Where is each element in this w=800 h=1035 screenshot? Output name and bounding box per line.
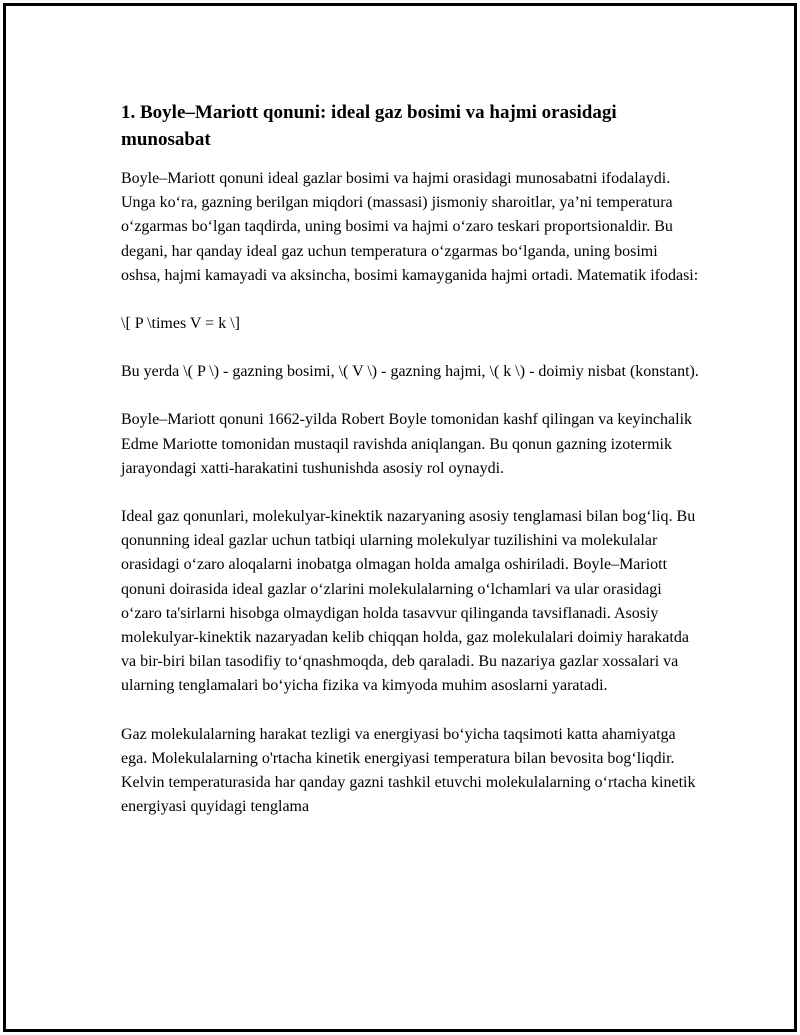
formula-line: \[ P \times V = k \] — [121, 315, 240, 333]
paragraph-kinetic-energy: Gaz molekulalarning harakat tezligi va energiyasi bo‘yicha taqsimoti katta ahamiyatga ega. Molekulalarning o'rtacha kinetik energiyasi temperatura bilan bevosita bog‘liqdir. Kelvin temperaturasida har qanday gazni tashkil etuvchi molekulalarning o‘rtacha kinetik energiyasi quyidagi tenglama — [121, 725, 696, 816]
document-body — [121, 99, 701, 843]
paragraph-ideal-gas: Ideal gaz qonunlari, molekulyar-kinektik nazaryaning asosiy tenglamasi bilan bog‘liq. Bu qonunning ideal gazlar uchun tatbiqi ularning molekulyar tuzilishini va molekulalar orasidagi o‘zaro aloqalarni inobatga olmagan holda amalga oshiriladi. Boyle–Mariott qonuni doirasida ideal gazlar o‘zlarini molekulalarning o‘lchamlari va ular orasidagi o‘zaro ta'sirlarni hisobga olmaydigan holda tasavvur qilinganda tavsiflanadi. Asosiy molekulyar-kinektik nazaryadan kelib chiqqan holda, gaz molekulalari doimiy harakatda va bir-biri bilan tasodifiy to‘qnashmoqda, deb qaraladi. Bu nazariya gazlar xossalari va ularning tenglamalari bo‘yicha fizika va kimyoda muhim asoslarni yaratadi. — [121, 508, 696, 695]
paragraph-history: Boyle–Mariott qonuni 1662-yilda Robert Boyle tomonidan kashf qilingan va keyinchalik Edme Mariotte tomonidan mustaqil ravishda aniqlangan. Bu qonun gazning izotermik jarayondagi xatti-harakatini tushunishda asosiy rol oynaydi. — [121, 411, 693, 477]
section-heading: 1. Boyle–Mariott qonuni: ideal gaz bosimi va hajmi orasidagi munosabat — [121, 102, 617, 150]
paragraph-intro: Boyle–Mariott qonuni ideal gazlar bosimi va hajmi orasidagi munosabatni ifodalaydi. Unga ko‘ra, gazning berilgan miqdori (massasi) jismoniy sharoitlar, ya’ni temperatura o‘zgarmas bo‘lgan taqdirda, uning bosimi va hajmi o‘zaro teskari proportsionaldir. Bu degani, har qanday ideal gaz uchun temperatura o‘zgarmas bo‘lganda, uning bosimi oshsa, hajmi kamayadi va aksincha, bosimi kamayganida hajmi ortadi. Matematik ifodasi: — [121, 170, 699, 284]
paragraph-variables: Bu yerda \( P \) - gazning bosimi, \( V \) - gazning hajmi, \( k \) - doimiy nisbat (konstant). — [121, 363, 699, 381]
page-frame — [3, 3, 797, 1032]
